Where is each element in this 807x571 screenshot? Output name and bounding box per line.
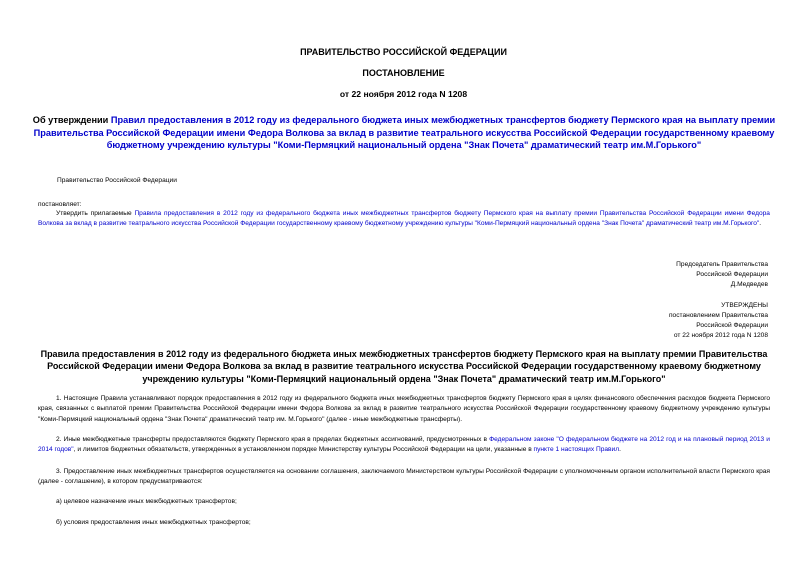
approved-line-1: УТВЕРЖДЕНЫ (721, 302, 768, 309)
document-title (30, 114, 778, 152)
paragraph-2-middle: , и лимитов бюджетных обязательств, утвержденных в установленном порядке Министерству культуры Российской Федерации на цели, указанные в (73, 446, 534, 454)
signature-line-3: Д.Медведев (730, 280, 768, 288)
doc-type-heading: ПОСТАНОВЛЕНИЕ (362, 68, 445, 78)
paragraph-a: а) целевое назначение иных межбюджетных трансфертов; (56, 498, 237, 505)
signature-line-2: Российской Федерации (696, 270, 768, 278)
signature-line-1: Председатель Правительства (676, 261, 768, 268)
paragraph-1-text: 1. Настоящие Правила устанавливают порядок предоставления в 2012 году из федерального бюджета иных межбюджетных трансфертов бюджету Пермского края в целях финансового обеспечения расходов бюджета Пермского края, связанных с выплатой премии Правительства Российской Федерации имени Федора Волкова за вклад в развитие театрального искусства Российской Федерации государственному краевому бюджетному учреждению культуры "Коми-Пермяцкий национальный ордена "Знак Почета" драматический театр им. М.Горького" (далее - иные межбюджетные трансферты). (38, 395, 770, 423)
approve-suffix: . (759, 220, 762, 228)
date-number: от 22 ноября 2012 года N 1208 (339, 89, 468, 99)
government-line: Правительство Российской Федерации (57, 177, 177, 184)
paragraph-3-text: 3. Предоставление иных межбюджетных трансфертов осуществляется на основании соглашения, заключаемого Министерством культуры Российской Федерации с уполномоченным органом исполнительной власти Пермского края (далее - соглашение), в котором предусматриваются: (38, 468, 770, 486)
signature-block (560, 260, 768, 290)
approved-line-3: Российской Федерации (696, 321, 768, 329)
approved-line-2: постановлением Правительства (668, 311, 768, 319)
rules-title: Правила предоставления в 2012 году из федерального бюджета иных межбюджетных трансфертов бюджету Пермского края на выплату премии Правительства Российской Федерации имени Федора Волкова за вклад в развитие театрального искусства Российской Федерации государственному краевому бюджетному учреждению культуры "Коми-Пермяцкий национальный ордена "Знак Почета" драматический театр им.М.Горького" (40, 349, 768, 384)
approve-prefix: Утвердить прилагаемые (56, 210, 135, 217)
approve-rules-link[interactable]: Правила предоставления в 2012 году из федерального бюджета иных межбюджетных трансфертов бюджету Пермского края на выплату премии Правительства Российской Федерации имени Федора Волкова за вклад в развитие театрального искусства Российской Федерации государственному краевому бюджетному учреждению культуры "Коми-Пермяцкий национальный ордена "Знак Почета" драматический театр им.М.Горького" (38, 210, 770, 228)
federal-law-link[interactable]: Федеральном законе "О федеральном бюджете на 2012 год и на плановый период 2013 и 2014 годов" (38, 436, 770, 454)
rules-point-1-link[interactable]: пункте 1 настоящих Правил (533, 446, 620, 454)
approved-block (560, 301, 768, 341)
approved-line-4: от 22 ноября 2012 года N 1208 (673, 331, 768, 339)
title-rules-link[interactable]: Правил предоставления в 2012 году из федерального бюджета иных межбюджетных трансфертов бюджету Пермского края на выплату премии Правительства Российской Федерации имени Федора Волкова за вклад в развитие театрального искусства Российской Федерации государственному краевому бюджетному учреждению культуры "Коми-Пермяцкий национальный ордена "Знак Почета" драматический театр им.М.Горького" (33, 115, 776, 150)
paragraph-2-end: . (619, 446, 621, 454)
paragraph-1 (38, 394, 770, 425)
government-heading: ПРАВИТЕЛЬСТВО РОССИЙСКОЙ ФЕДЕРАЦИИ (300, 47, 507, 57)
paragraph-b: б) условия предоставления иных межбюджетных трансфертов; (56, 519, 251, 526)
approve-paragraph (38, 209, 770, 230)
paragraph-3 (38, 467, 770, 488)
decides-line: постановляет: (38, 201, 82, 208)
title-prefix: Об утверждении (32, 115, 111, 125)
paragraph-2 (38, 435, 770, 456)
paragraph-2-start: 2. Иные межбюджетные трансферты предоставляются бюджету Пермского края в пределах бюджетных ассигнований, предусмотренных в (56, 436, 490, 443)
